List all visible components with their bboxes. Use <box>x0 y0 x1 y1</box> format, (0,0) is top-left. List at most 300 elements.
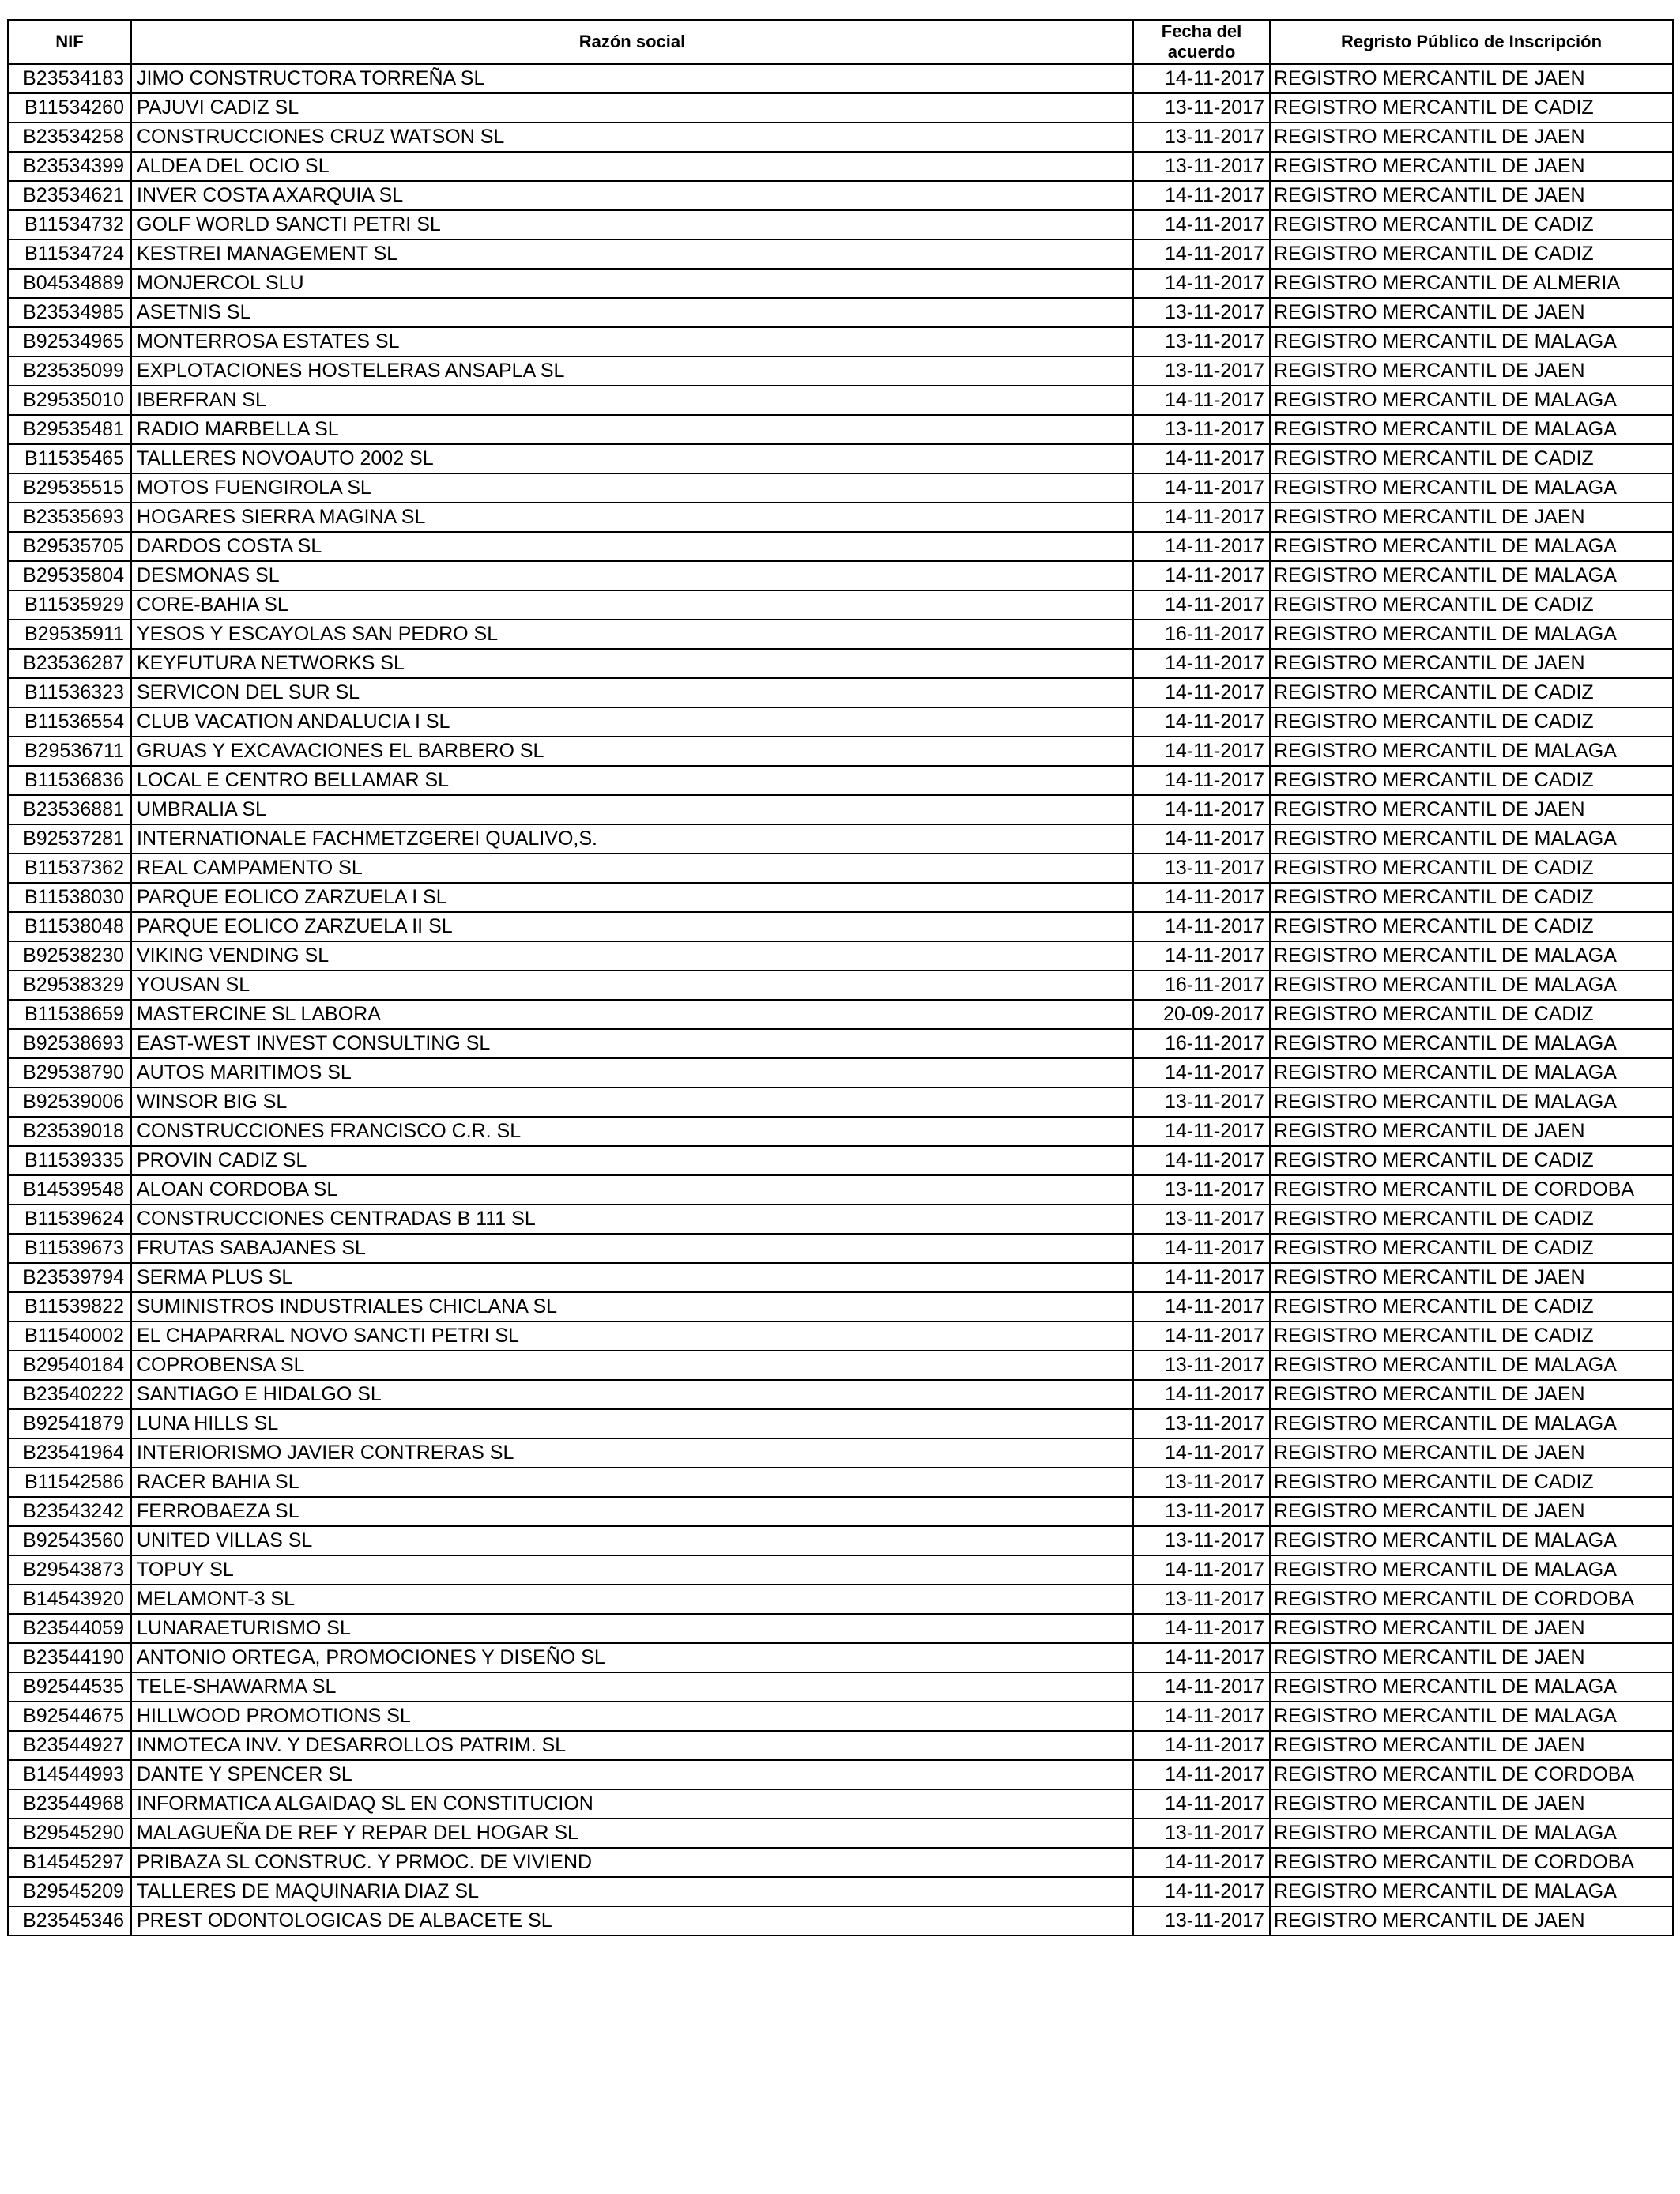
cell-registro: REGISTRO MERCANTIL DE MALAGA <box>1270 1058 1673 1088</box>
cell-razon-social: INMOTECA INV. Y DESARROLLOS PATRIM. SL <box>131 1731 1133 1760</box>
cell-fecha-acuerdo: 13-11-2017 <box>1133 1526 1270 1555</box>
cell-nif: B92541879 <box>8 1409 131 1438</box>
table-row <box>8 152 1673 181</box>
cell-razon-social: EAST-WEST INVEST CONSULTING SL <box>131 1029 1133 1058</box>
cell-razon-social: UNITED VILLAS SL <box>131 1526 1133 1555</box>
cell-registro: REGISTRO MERCANTIL DE JAEN <box>1270 64 1673 93</box>
cell-razon-social: KEYFUTURA NETWORKS SL <box>131 649 1133 678</box>
cell-fecha-acuerdo: 13-11-2017 <box>1133 1204 1270 1234</box>
cell-nif: B14543920 <box>8 1585 131 1614</box>
cell-fecha-acuerdo: 13-11-2017 <box>1133 1409 1270 1438</box>
cell-fecha-acuerdo: 14-11-2017 <box>1133 883 1270 912</box>
cell-razon-social: TOPUY SL <box>131 1555 1133 1585</box>
cell-razon-social: ANTONIO ORTEGA, PROMOCIONES Y DISEÑO SL <box>131 1643 1133 1672</box>
cell-razon-social: GRUAS Y EXCAVACIONES EL BARBERO SL <box>131 737 1133 766</box>
cell-nif: B92534965 <box>8 327 131 356</box>
cell-registro: REGISTRO MERCANTIL DE MALAGA <box>1270 941 1673 971</box>
cell-nif: B11534724 <box>8 239 131 269</box>
cell-nif: B23543242 <box>8 1497 131 1526</box>
cell-razon-social: YESOS Y ESCAYOLAS SAN PEDRO SL <box>131 620 1133 649</box>
cell-fecha-acuerdo: 14-11-2017 <box>1133 1058 1270 1088</box>
cell-nif: B92544675 <box>8 1702 131 1731</box>
cell-fecha-acuerdo: 13-11-2017 <box>1133 1351 1270 1380</box>
cell-razon-social: DESMONAS SL <box>131 561 1133 590</box>
cell-nif: B11539335 <box>8 1146 131 1175</box>
cell-nif: B23541964 <box>8 1438 131 1468</box>
cell-razon-social: WINSOR BIG SL <box>131 1088 1133 1117</box>
cell-razon-social: GOLF WORLD SANCTI PETRI SL <box>131 210 1133 239</box>
cell-razon-social: FRUTAS SABAJANES SL <box>131 1234 1133 1263</box>
table-row <box>8 239 1673 269</box>
cell-razon-social: TALLERES DE MAQUINARIA DIAZ SL <box>131 1877 1133 1906</box>
cell-razon-social: DARDOS COSTA SL <box>131 532 1133 561</box>
cell-fecha-acuerdo: 14-11-2017 <box>1133 1731 1270 1760</box>
table-row <box>8 123 1673 152</box>
cell-registro: REGISTRO MERCANTIL DE JAEN <box>1270 298 1673 327</box>
cell-registro: REGISTRO MERCANTIL DE CADIZ <box>1270 239 1673 269</box>
cell-fecha-acuerdo: 14-11-2017 <box>1133 824 1270 854</box>
table-row <box>8 298 1673 327</box>
cell-nif: B14545297 <box>8 1848 131 1877</box>
cell-nif: B23544190 <box>8 1643 131 1672</box>
cell-razon-social: ALOAN CORDOBA SL <box>131 1175 1133 1204</box>
cell-nif: B29540184 <box>8 1351 131 1380</box>
cell-nif: B11536836 <box>8 766 131 795</box>
table-row <box>8 941 1673 971</box>
cell-registro: REGISTRO MERCANTIL DE CADIZ <box>1270 1468 1673 1497</box>
cell-fecha-acuerdo: 14-11-2017 <box>1133 707 1270 737</box>
cell-nif: B23534985 <box>8 298 131 327</box>
table-row <box>8 971 1673 1000</box>
cell-nif: B11538659 <box>8 1000 131 1029</box>
cell-registro: REGISTRO MERCANTIL DE JAEN <box>1270 181 1673 210</box>
table-row <box>8 766 1673 795</box>
cell-razon-social: LUNA HILLS SL <box>131 1409 1133 1438</box>
cell-fecha-acuerdo: 13-11-2017 <box>1133 854 1270 883</box>
header-registro: Regristo Público de Inscripción <box>1270 20 1673 64</box>
cell-razon-social: INTERNATIONALE FACHMETZGEREI QUALIVO,S. <box>131 824 1133 854</box>
cell-razon-social: RADIO MARBELLA SL <box>131 415 1133 444</box>
cell-fecha-acuerdo: 14-11-2017 <box>1133 737 1270 766</box>
cell-nif: B11536323 <box>8 678 131 707</box>
cell-razon-social: MASTERCINE SL LABORA <box>131 1000 1133 1029</box>
cell-registro: REGISTRO MERCANTIL DE MALAGA <box>1270 415 1673 444</box>
table-row <box>8 269 1673 298</box>
table-row <box>8 1029 1673 1058</box>
cell-nif: B23534621 <box>8 181 131 210</box>
table-row <box>8 883 1673 912</box>
cell-registro: REGISTRO MERCANTIL DE JAEN <box>1270 1643 1673 1672</box>
cell-nif: B11539822 <box>8 1292 131 1321</box>
cell-nif: B11534260 <box>8 93 131 123</box>
cell-razon-social: AUTOS MARITIMOS SL <box>131 1058 1133 1088</box>
cell-registro: REGISTRO MERCANTIL DE MALAGA <box>1270 327 1673 356</box>
cell-razon-social: PREST ODONTOLOGICAS DE ALBACETE SL <box>131 1906 1133 1936</box>
cell-nif: B29545209 <box>8 1877 131 1906</box>
table-row <box>8 1321 1673 1351</box>
cell-registro: REGISTRO MERCANTIL DE CADIZ <box>1270 1292 1673 1321</box>
cell-fecha-acuerdo: 14-11-2017 <box>1133 269 1270 298</box>
table-row <box>8 590 1673 620</box>
header-fecha-line2: acuerdo <box>1167 42 1236 62</box>
cell-razon-social: PARQUE EOLICO ZARZUELA II SL <box>131 912 1133 941</box>
cell-razon-social: MONJERCOL SLU <box>131 269 1133 298</box>
cell-registro: REGISTRO MERCANTIL DE MALAGA <box>1270 532 1673 561</box>
cell-registro: REGISTRO MERCANTIL DE CADIZ <box>1270 766 1673 795</box>
cell-registro: REGISTRO MERCANTIL DE ALMERIA <box>1270 269 1673 298</box>
cell-nif: B23536287 <box>8 649 131 678</box>
cell-registro: REGISTRO MERCANTIL DE CORDOBA <box>1270 1848 1673 1877</box>
cell-nif: B11539624 <box>8 1204 131 1234</box>
cell-nif: B92538693 <box>8 1029 131 1058</box>
table-row <box>8 356 1673 386</box>
table-row <box>8 327 1673 356</box>
cell-nif: B29535804 <box>8 561 131 590</box>
cell-fecha-acuerdo: 16-11-2017 <box>1133 971 1270 1000</box>
cell-razon-social: IBERFRAN SL <box>131 386 1133 415</box>
cell-razon-social: CONSTRUCCIONES CENTRADAS B 111 SL <box>131 1204 1133 1234</box>
cell-registro: REGISTRO MERCANTIL DE CADIZ <box>1270 1146 1673 1175</box>
cell-nif: B23544927 <box>8 1731 131 1760</box>
cell-fecha-acuerdo: 14-11-2017 <box>1133 1146 1270 1175</box>
cell-registro: REGISTRO MERCANTIL DE MALAGA <box>1270 971 1673 1000</box>
table-row <box>8 737 1673 766</box>
cell-registro: REGISTRO MERCANTIL DE JAEN <box>1270 1497 1673 1526</box>
header-row <box>8 20 1673 64</box>
cell-nif: B11535929 <box>8 590 131 620</box>
cell-razon-social: INFORMATICA ALGAIDAQ SL EN CONSTITUCION <box>131 1789 1133 1819</box>
cell-fecha-acuerdo: 14-11-2017 <box>1133 1438 1270 1468</box>
cell-registro: REGISTRO MERCANTIL DE CADIZ <box>1270 912 1673 941</box>
cell-fecha-acuerdo: 14-11-2017 <box>1133 1321 1270 1351</box>
cell-nif: B29535705 <box>8 532 131 561</box>
cell-fecha-acuerdo: 13-11-2017 <box>1133 1175 1270 1204</box>
cell-fecha-acuerdo: 16-11-2017 <box>1133 620 1270 649</box>
cell-razon-social: UMBRALIA SL <box>131 795 1133 824</box>
table-row <box>8 1789 1673 1819</box>
cell-razon-social: INTERIORISMO JAVIER CONTRERAS SL <box>131 1438 1133 1468</box>
table-row <box>8 1468 1673 1497</box>
cell-fecha-acuerdo: 14-11-2017 <box>1133 1789 1270 1819</box>
cell-fecha-acuerdo: 20-09-2017 <box>1133 1000 1270 1029</box>
cell-fecha-acuerdo: 14-11-2017 <box>1133 1380 1270 1409</box>
cell-nif: B11539673 <box>8 1234 131 1263</box>
cell-razon-social: PRIBAZA SL CONSTRUC. Y PRMOC. DE VIVIEND <box>131 1848 1133 1877</box>
cell-fecha-acuerdo: 14-11-2017 <box>1133 181 1270 210</box>
table-row <box>8 1292 1673 1321</box>
table-row <box>8 1760 1673 1789</box>
cell-fecha-acuerdo: 14-11-2017 <box>1133 1760 1270 1789</box>
header-nif: NIF <box>8 20 131 64</box>
cell-fecha-acuerdo: 13-11-2017 <box>1133 356 1270 386</box>
cell-fecha-acuerdo: 13-11-2017 <box>1133 93 1270 123</box>
cell-fecha-acuerdo: 14-11-2017 <box>1133 64 1270 93</box>
cell-fecha-acuerdo: 13-11-2017 <box>1133 1906 1270 1936</box>
cell-registro: REGISTRO MERCANTIL DE MALAGA <box>1270 824 1673 854</box>
cell-fecha-acuerdo: 14-11-2017 <box>1133 239 1270 269</box>
cell-nif: B29545290 <box>8 1819 131 1848</box>
cell-razon-social: MELAMONT-3 SL <box>131 1585 1133 1614</box>
table-row <box>8 912 1673 941</box>
table-row <box>8 1438 1673 1468</box>
cell-razon-social: COPROBENSA SL <box>131 1351 1133 1380</box>
cell-nif: B11538048 <box>8 912 131 941</box>
cell-fecha-acuerdo: 14-11-2017 <box>1133 795 1270 824</box>
cell-nif: B11534732 <box>8 210 131 239</box>
cell-fecha-acuerdo: 14-11-2017 <box>1133 678 1270 707</box>
cell-registro: REGISTRO MERCANTIL DE CADIZ <box>1270 1321 1673 1351</box>
cell-registro: REGISTRO MERCANTIL DE MALAGA <box>1270 561 1673 590</box>
cell-nif: B11540002 <box>8 1321 131 1351</box>
cell-fecha-acuerdo: 14-11-2017 <box>1133 532 1270 561</box>
cell-nif: B92539006 <box>8 1088 131 1117</box>
cell-nif: B23534399 <box>8 152 131 181</box>
cell-registro: REGISTRO MERCANTIL DE JAEN <box>1270 1380 1673 1409</box>
cell-registro: REGISTRO MERCANTIL DE MALAGA <box>1270 1702 1673 1731</box>
cell-fecha-acuerdo: 13-11-2017 <box>1133 1468 1270 1497</box>
cell-razon-social: KESTREI MANAGEMENT SL <box>131 239 1133 269</box>
cell-razon-social: CONSTRUCCIONES FRANCISCO C.R. SL <box>131 1117 1133 1146</box>
table-row <box>8 1146 1673 1175</box>
table-row <box>8 561 1673 590</box>
cell-fecha-acuerdo: 14-11-2017 <box>1133 1234 1270 1263</box>
table-row <box>8 1877 1673 1906</box>
table-row <box>8 1906 1673 1936</box>
cell-registro: REGISTRO MERCANTIL DE JAEN <box>1270 503 1673 532</box>
cell-fecha-acuerdo: 14-11-2017 <box>1133 386 1270 415</box>
cell-fecha-acuerdo: 14-11-2017 <box>1133 1877 1270 1906</box>
table-row <box>8 824 1673 854</box>
cell-registro: REGISTRO MERCANTIL DE JAEN <box>1270 795 1673 824</box>
cell-nif: B23539018 <box>8 1117 131 1146</box>
cell-fecha-acuerdo: 13-11-2017 <box>1133 1819 1270 1848</box>
cell-registro: REGISTRO MERCANTIL DE CADIZ <box>1270 590 1673 620</box>
table-row <box>8 93 1673 123</box>
table-row <box>8 444 1673 473</box>
cell-nif: B23534258 <box>8 123 131 152</box>
cell-nif: B11538030 <box>8 883 131 912</box>
table-row <box>8 1234 1673 1263</box>
cell-razon-social: PROVIN CADIZ SL <box>131 1146 1133 1175</box>
cell-registro: REGISTRO MERCANTIL DE MALAGA <box>1270 473 1673 503</box>
table-row <box>8 1380 1673 1409</box>
cell-razon-social: LUNARAETURISMO SL <box>131 1614 1133 1643</box>
cell-razon-social: PAJUVI CADIZ SL <box>131 93 1133 123</box>
cell-registro: REGISTRO MERCANTIL DE JAEN <box>1270 123 1673 152</box>
cell-razon-social: LOCAL E CENTRO BELLAMAR SL <box>131 766 1133 795</box>
cell-fecha-acuerdo: 13-11-2017 <box>1133 415 1270 444</box>
table-row <box>8 1819 1673 1848</box>
cell-razon-social: HOGARES SIERRA MAGINA SL <box>131 503 1133 532</box>
cell-fecha-acuerdo: 14-11-2017 <box>1133 1702 1270 1731</box>
cell-fecha-acuerdo: 16-11-2017 <box>1133 1029 1270 1058</box>
cell-fecha-acuerdo: 14-11-2017 <box>1133 1848 1270 1877</box>
table-row <box>8 1088 1673 1117</box>
cell-fecha-acuerdo: 13-11-2017 <box>1133 298 1270 327</box>
cell-nif: B11536554 <box>8 707 131 737</box>
cell-registro: REGISTRO MERCANTIL DE CADIZ <box>1270 93 1673 123</box>
cell-registro: REGISTRO MERCANTIL DE MALAGA <box>1270 1877 1673 1906</box>
header-razon-social: Razón social <box>131 20 1133 64</box>
cell-registro: REGISTRO MERCANTIL DE CADIZ <box>1270 444 1673 473</box>
cell-fecha-acuerdo: 14-11-2017 <box>1133 1555 1270 1585</box>
cell-registro: REGISTRO MERCANTIL DE CADIZ <box>1270 1234 1673 1263</box>
cell-fecha-acuerdo: 14-11-2017 <box>1133 1643 1270 1672</box>
cell-registro: REGISTRO MERCANTIL DE CORDOBA <box>1270 1760 1673 1789</box>
cell-registro: REGISTRO MERCANTIL DE JAEN <box>1270 152 1673 181</box>
cell-fecha-acuerdo: 14-11-2017 <box>1133 473 1270 503</box>
cell-registro: REGISTRO MERCANTIL DE CORDOBA <box>1270 1585 1673 1614</box>
cell-registro: REGISTRO MERCANTIL DE MALAGA <box>1270 1409 1673 1438</box>
cell-razon-social: VIKING VENDING SL <box>131 941 1133 971</box>
cell-razon-social: RACER BAHIA SL <box>131 1468 1133 1497</box>
table-row <box>8 1702 1673 1731</box>
cell-fecha-acuerdo: 14-11-2017 <box>1133 1614 1270 1643</box>
cell-nif: B29535515 <box>8 473 131 503</box>
table-row <box>8 1643 1673 1672</box>
cell-razon-social: SERVICON DEL SUR SL <box>131 678 1133 707</box>
cell-razon-social: SANTIAGO E HIDALGO SL <box>131 1380 1133 1409</box>
cell-registro: REGISTRO MERCANTIL DE MALAGA <box>1270 1526 1673 1555</box>
cell-registro: REGISTRO MERCANTIL DE CADIZ <box>1270 1000 1673 1029</box>
table-row <box>8 1731 1673 1760</box>
cell-razon-social: INVER COSTA AXARQUIA SL <box>131 181 1133 210</box>
cell-razon-social: TELE-SHAWARMA SL <box>131 1672 1133 1702</box>
cell-nif: B23535693 <box>8 503 131 532</box>
cell-registro: REGISTRO MERCANTIL DE JAEN <box>1270 1731 1673 1760</box>
cell-fecha-acuerdo: 14-11-2017 <box>1133 1292 1270 1321</box>
cell-razon-social: MALAGUEÑA DE REF Y REPAR DEL HOGAR SL <box>131 1819 1133 1848</box>
cell-nif: B11535465 <box>8 444 131 473</box>
table-row <box>8 1555 1673 1585</box>
table-body <box>8 64 1673 1936</box>
cell-registro: REGISTRO MERCANTIL DE MALAGA <box>1270 1088 1673 1117</box>
cell-nif: B92537281 <box>8 824 131 854</box>
cell-registro: REGISTRO MERCANTIL DE MALAGA <box>1270 1029 1673 1058</box>
table-row <box>8 64 1673 93</box>
table-header <box>8 20 1673 64</box>
cell-fecha-acuerdo: 14-11-2017 <box>1133 561 1270 590</box>
cell-registro: REGISTRO MERCANTIL DE MALAGA <box>1270 386 1673 415</box>
cell-registro: REGISTRO MERCANTIL DE CADIZ <box>1270 854 1673 883</box>
cell-fecha-acuerdo: 13-11-2017 <box>1133 152 1270 181</box>
cell-registro: REGISTRO MERCANTIL DE MALAGA <box>1270 1351 1673 1380</box>
cell-razon-social: ALDEA DEL OCIO SL <box>131 152 1133 181</box>
cell-registro: REGISTRO MERCANTIL DE MALAGA <box>1270 737 1673 766</box>
cell-nif: B14539548 <box>8 1175 131 1204</box>
cell-nif: B29535481 <box>8 415 131 444</box>
cell-razon-social: CONSTRUCCIONES CRUZ WATSON SL <box>131 123 1133 152</box>
table-row <box>8 1204 1673 1234</box>
cell-razon-social: EXPLOTACIONES HOSTELERAS ANSAPLA SL <box>131 356 1133 386</box>
cell-fecha-acuerdo: 14-11-2017 <box>1133 1672 1270 1702</box>
cell-nif: B29535010 <box>8 386 131 415</box>
cell-nif: B29538790 <box>8 1058 131 1088</box>
table-row <box>8 386 1673 415</box>
cell-registro: REGISTRO MERCANTIL DE JAEN <box>1270 356 1673 386</box>
cell-nif: B23544968 <box>8 1789 131 1819</box>
cell-razon-social: SERMA PLUS SL <box>131 1263 1133 1292</box>
cell-nif: B29543873 <box>8 1555 131 1585</box>
cell-nif: B92544535 <box>8 1672 131 1702</box>
cell-registro: REGISTRO MERCANTIL DE JAEN <box>1270 1614 1673 1643</box>
cell-registro: REGISTRO MERCANTIL DE CADIZ <box>1270 707 1673 737</box>
cell-razon-social: JIMO CONSTRUCTORA TORREÑA SL <box>131 64 1133 93</box>
header-fecha-line1: Fecha del <box>1161 21 1242 41</box>
cell-razon-social: PARQUE EOLICO ZARZUELA I SL <box>131 883 1133 912</box>
cell-nif: B23544059 <box>8 1614 131 1643</box>
cell-nif: B23535099 <box>8 356 131 386</box>
cell-nif: B11542586 <box>8 1468 131 1497</box>
cell-nif: B29535911 <box>8 620 131 649</box>
cell-razon-social: MONTERROSA ESTATES SL <box>131 327 1133 356</box>
table-row <box>8 1117 1673 1146</box>
cell-razon-social: MOTOS FUENGIROLA SL <box>131 473 1133 503</box>
table-row <box>8 1263 1673 1292</box>
cell-registro: REGISTRO MERCANTIL DE JAEN <box>1270 1789 1673 1819</box>
cell-razon-social: SUMINISTROS INDUSTRIALES CHICLANA SL <box>131 1292 1133 1321</box>
table-row <box>8 795 1673 824</box>
cell-nif: B92538230 <box>8 941 131 971</box>
table-row <box>8 1175 1673 1204</box>
cell-registro: REGISTRO MERCANTIL DE JAEN <box>1270 1263 1673 1292</box>
cell-razon-social: CLUB VACATION ANDALUCIA I SL <box>131 707 1133 737</box>
registry-table <box>7 19 1674 1936</box>
table-row <box>8 1058 1673 1088</box>
cell-nif: B11537362 <box>8 854 131 883</box>
cell-fecha-acuerdo: 14-11-2017 <box>1133 1117 1270 1146</box>
cell-nif: B23540222 <box>8 1380 131 1409</box>
cell-fecha-acuerdo: 14-11-2017 <box>1133 649 1270 678</box>
cell-fecha-acuerdo: 14-11-2017 <box>1133 444 1270 473</box>
table-row <box>8 503 1673 532</box>
cell-razon-social: FERROBAEZA SL <box>131 1497 1133 1526</box>
cell-nif: B04534889 <box>8 269 131 298</box>
cell-registro: REGISTRO MERCANTIL DE CADIZ <box>1270 883 1673 912</box>
table-row <box>8 1585 1673 1614</box>
cell-fecha-acuerdo: 14-11-2017 <box>1133 941 1270 971</box>
cell-nif: B23545346 <box>8 1906 131 1936</box>
cell-razon-social: YOUSAN SL <box>131 971 1133 1000</box>
cell-fecha-acuerdo: 14-11-2017 <box>1133 590 1270 620</box>
cell-razon-social: HILLWOOD PROMOTIONS SL <box>131 1702 1133 1731</box>
cell-registro: REGISTRO MERCANTIL DE MALAGA <box>1270 1672 1673 1702</box>
cell-fecha-acuerdo: 13-11-2017 <box>1133 1585 1270 1614</box>
header-fecha-acuerdo <box>1133 20 1270 64</box>
table-row <box>8 1526 1673 1555</box>
table-row <box>8 210 1673 239</box>
cell-nif: B23534183 <box>8 64 131 93</box>
cell-registro: REGISTRO MERCANTIL DE JAEN <box>1270 1117 1673 1146</box>
table-row <box>8 1614 1673 1643</box>
cell-registro: REGISTRO MERCANTIL DE CADIZ <box>1270 210 1673 239</box>
table-row <box>8 473 1673 503</box>
cell-fecha-acuerdo: 14-11-2017 <box>1133 210 1270 239</box>
cell-registro: REGISTRO MERCANTIL DE MALAGA <box>1270 1555 1673 1585</box>
table-row <box>8 1409 1673 1438</box>
table-row <box>8 181 1673 210</box>
table-row <box>8 1497 1673 1526</box>
cell-fecha-acuerdo: 14-11-2017 <box>1133 503 1270 532</box>
cell-nif: B23536881 <box>8 795 131 824</box>
cell-nif: B14544993 <box>8 1760 131 1789</box>
cell-fecha-acuerdo: 13-11-2017 <box>1133 1497 1270 1526</box>
table-row <box>8 678 1673 707</box>
table-row <box>8 620 1673 649</box>
cell-registro: REGISTRO MERCANTIL DE MALAGA <box>1270 1819 1673 1848</box>
cell-razon-social: EL CHAPARRAL NOVO SANCTI PETRI SL <box>131 1321 1133 1351</box>
cell-nif: B29536711 <box>8 737 131 766</box>
